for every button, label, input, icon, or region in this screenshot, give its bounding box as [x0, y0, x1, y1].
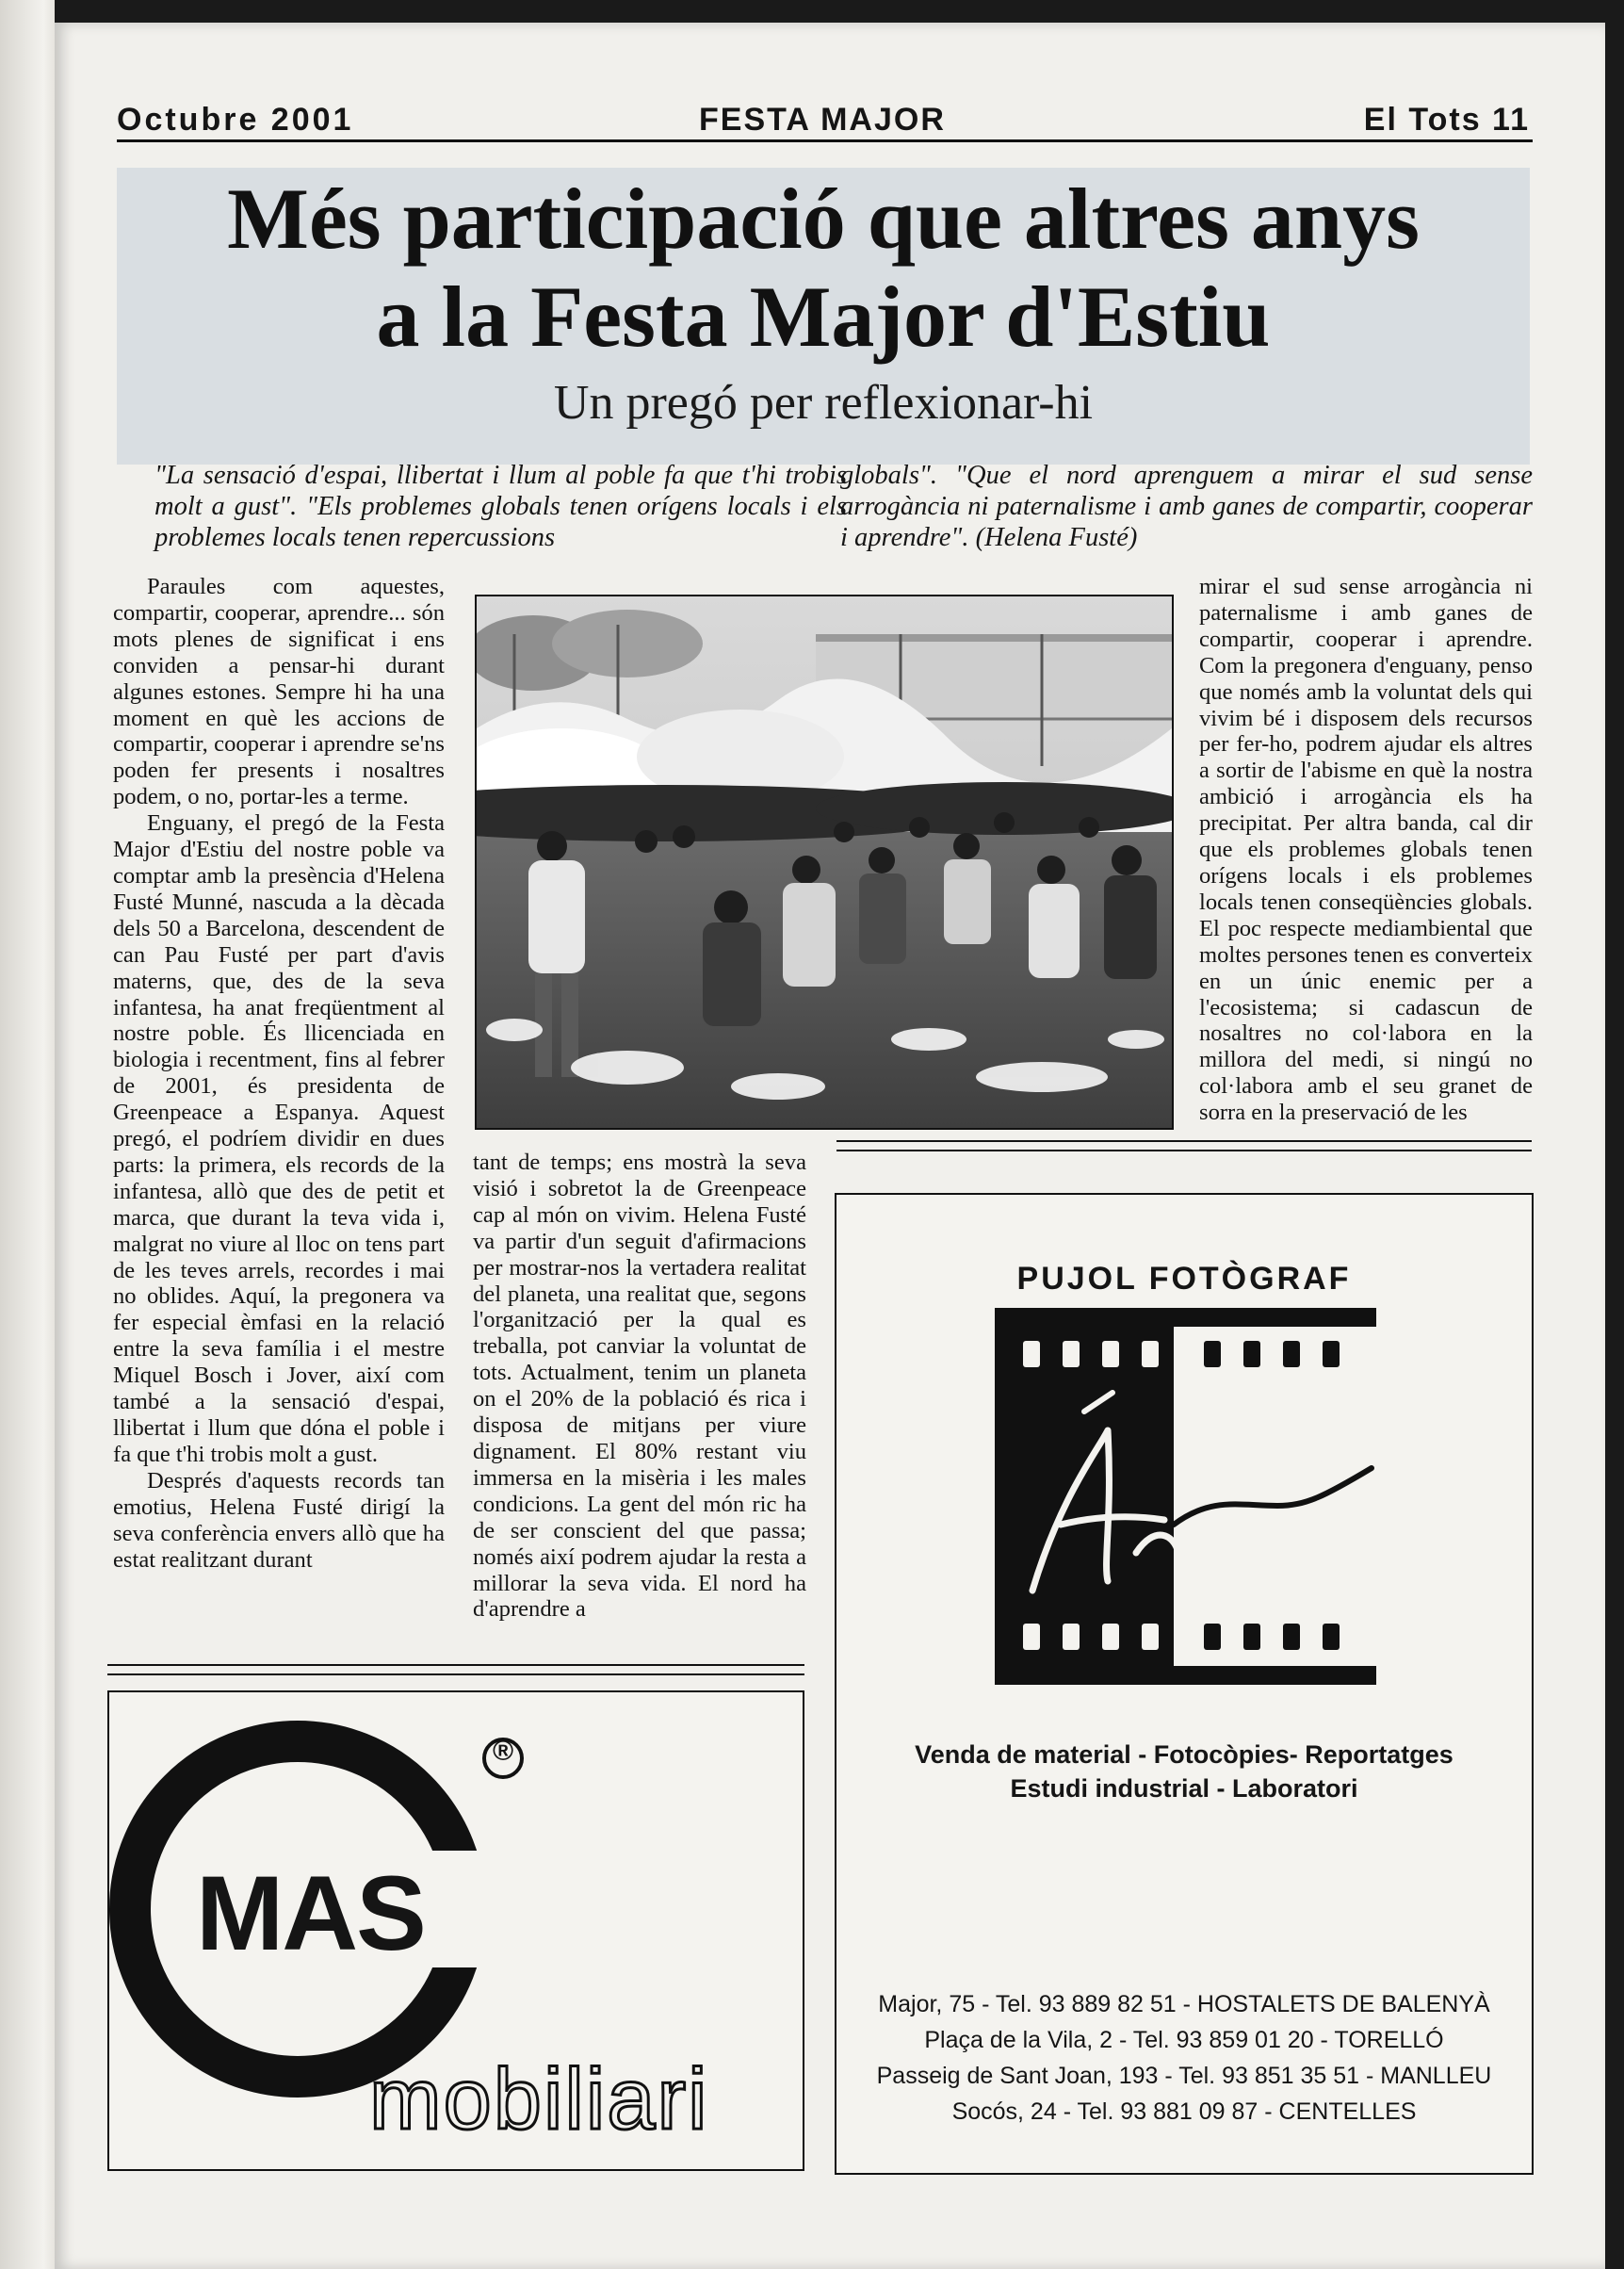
- pujol-addresses: [836, 1986, 1532, 2130]
- article-subheadline: Un pregó per reflexionar-hi: [553, 376, 1094, 430]
- column-end-rule: [107, 1664, 804, 1675]
- festival-foam-party-photo: [475, 595, 1174, 1130]
- headline-line-2: a la Festa Major d'Estiu: [376, 269, 1271, 365]
- address-line: Plaça de la Vila, 2 - Tel. 93 859 01 20 - TORELLÓ: [924, 2027, 1444, 2053]
- photo-illustration: [477, 596, 1172, 1128]
- column-end-rule: [836, 1140, 1532, 1151]
- film-strip-logo-icon: [995, 1308, 1376, 1685]
- pujol-fotograf-ad: [835, 1193, 1534, 2175]
- paragraph: Paraules com aquestes, compartir, cooperar, aprendre... són mots plenes de significat i ens conviden a pensar-hi durant algunes estones. Sempre hi ha una moment en què les accions de compartir, cooperar i aprendre se'ns poden fer presents i nosaltres podem, o no, portar-les a terme.: [113, 574, 445, 810]
- registered-mark: ®: [492, 1736, 514, 1767]
- paragraph: Enguany, el pregó de la Festa Major d'Estiu del nostre poble va comptar amb la presència d'Helena Fusté Munné, nascuda a la dècada dels 50 a Barcelona, descendent de can Pau Fusté per part d'avis materns, que, des de la seva infantesa, ha anat freqüentment al nostre poble. És llicenciada en biologia i recentment, fins al febrer de 2001, és presidenta de Greenpeace a Espanya. Aquest pregó, el podríem dividir en dues parts: la primera, els records de la infantesa, allò que des de petit et marca, que durant la teva vida i, malgrat no viure al lloc on tens part de les teves arrels, recordes i mai no oblides. Aquí, la pregonera va fer especial èmfasi en la relació entre la seva família i el mestre Miquel Bosch i Jover, així com també a la sensació d'espai, llibertat i llum que dóna el poble i fa que t'hi trobis molt a gust.: [113, 810, 445, 1467]
- address-line: Passeig de Sant Joan, 193 - Tel. 93 851 35 51 - MANLLEU: [876, 2063, 1492, 2089]
- page-gutter: [0, 0, 55, 2269]
- mas-tagline: mobiliari: [369, 2051, 709, 2147]
- headline-line-1: Més participació que altres anys: [227, 171, 1420, 267]
- services-line-2: Estudi industrial - Laboratori: [1010, 1774, 1358, 1803]
- paragraph: tant de temps; ens mostrà la seva visió i sobretot la de Greenpeace cap al món on vivim. Helena Fusté va partir d'un seguit d'afirmacions per mostrar-nos la vertadera realitat del planeta, una realitat que, segons l'organització per la qual es treballa, pot canviar la voluntat de tots. Actualment, tenim un planeta on el 20% de la població és rica i disposa de mitjans per viure dignament. El 80% restant viu immersa en la misèria i les males condicions. La gent del món ric ha de ser conscient del que passa; només així podrem ajudar la resta a millorar la seva vida. El nord ha d'aprendre a: [473, 1150, 806, 1623]
- section-name: FESTA MAJOR: [699, 102, 946, 138]
- mas-mobiliari-ad: [107, 1690, 804, 2171]
- paragraph: Després d'aquests records tan emotius, Helena Fusté dirigí la seva conferència envers allò que ha estat realitzant durant: [113, 1467, 445, 1573]
- paragraph: mirar el sud sense arrogància ni paternalisme i amb ganes de compartir, cooperar i aprendre. Com la pregonera d'enguany, penso que només amb la voluntat dels qui vivim bé i disposem dels recursos per fer-ho, podrem ajudar els altres a sortir de l'abisme en què la nostra ambició i arrogància els ha precipitat. Per altra banda, cal dir que els problemes globals tenen orígens locals i els problemes locals tenen conseqüències globals. El poc respecte mediambiental que moltes persones tenen es converteix en un únic enemic per a l'ecosistema; si cadascun de nosaltres no col·labora en la millora del medi, si ningú no col·labora amb el seu granet de sorra en la preservació de les: [1199, 574, 1533, 1126]
- address-line: Major, 75 - Tel. 93 889 82 51 - HOSTALETS DE BALENYÀ: [878, 1991, 1490, 2017]
- intro-quote-right: globals". "Que el nord aprenguem a mirar el sud sense arrogància ni paternalisme i amb ganes de compartir, cooperar i aprendre". (Helena Fusté): [840, 461, 1533, 552]
- article-headline: [117, 170, 1530, 366]
- intro-quote-left: "La sensació d'espai, llibertat i llum al poble fa que t'hi trobis molt a gust". "Els problemes globals tenen orígens locals i els problemes locals tenen repercussions: [154, 461, 847, 552]
- address-line: Socós, 24 - Tel. 93 881 09 87 - CENTELLES: [951, 2098, 1417, 2125]
- header-rule: [117, 139, 1533, 142]
- publication-page: El Tots 11: [1363, 102, 1530, 138]
- article-column-1: [113, 574, 445, 1657]
- issue-date: Octubre 2001: [117, 102, 354, 138]
- mas-brand-text: MAS: [196, 1854, 425, 1972]
- pujol-services: [836, 1738, 1532, 1805]
- article-column-3: [1199, 574, 1533, 1158]
- article-column-2: [473, 1150, 806, 1658]
- running-header: [117, 98, 1530, 141]
- services-line-1: Venda de material - Fotocòpies- Reportatges: [915, 1740, 1453, 1769]
- pujol-title: PUJOL FOTÒGRAF: [1016, 1261, 1352, 1297]
